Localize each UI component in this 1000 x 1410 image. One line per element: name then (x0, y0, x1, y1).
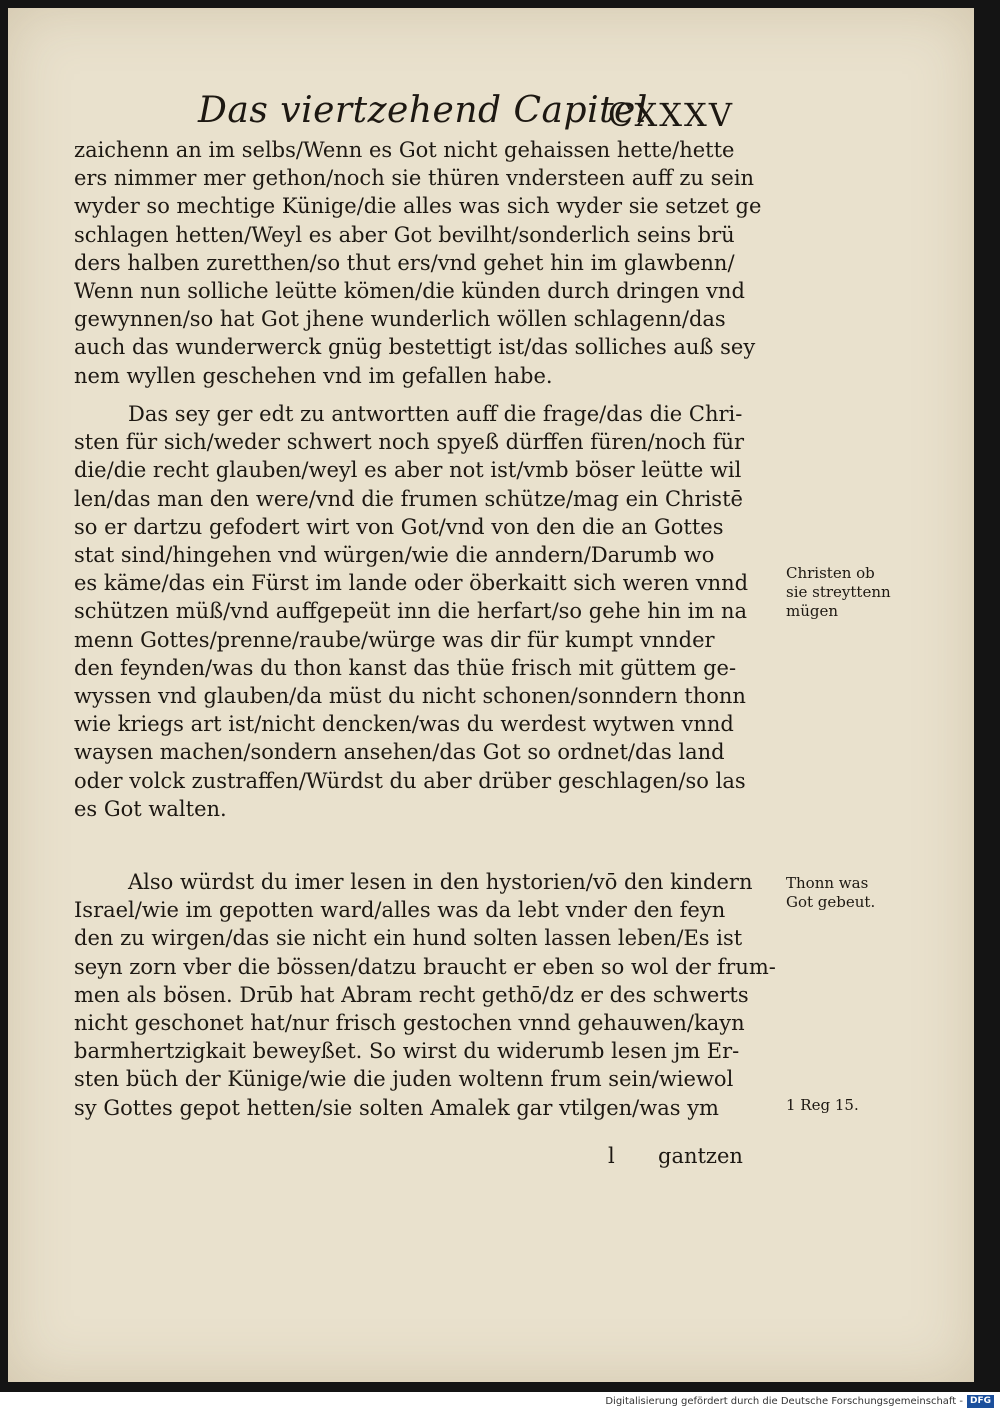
marginal-line: sie streyttenn (786, 583, 891, 601)
text-line: wie kriegs art ist/nicht dencken/was du werdest wytwen vnnd (74, 712, 734, 737)
text-line: sten für sich/weder schwert noch spyeß dürffen füren/noch für (74, 430, 745, 455)
marginal-line: Got gebeut. (786, 893, 876, 911)
text-line: Das sey ger edt zu antwortten auff die frage/das die Chri- (128, 402, 743, 426)
marginal-note-3: 1 Reg 15. (786, 1096, 859, 1114)
text-line: den zu wirgen/das sie nicht ein hund solten lassen leben/Es ist (74, 926, 743, 951)
text-line: men als bösen. Drūb hat Abram recht gethō/dz er des schwerts (74, 982, 749, 1007)
text-line: es Got walten. (74, 796, 227, 821)
text-line: Israel/wie im gepotten ward/alles was da lebt vnder den feyn (74, 898, 726, 923)
text-line: den feynden/was du thon kanst das thüe frisch mit güttem ge- (74, 655, 737, 680)
text-line: sten büch der Künige/wie die juden woltenn frum sein/wiewol (74, 1067, 734, 1092)
text-line: es käme/das ein Fürst im lande oder öberkaitt sich weren vnnd (74, 571, 749, 596)
text-line: len/das man den were/vnd die frumen schütze/mag ein Christē (74, 486, 743, 511)
text-line: auch das wunderwerck gnüg bestettigt ist/das solliches auß sey (74, 335, 756, 360)
credit-text: Digitalisierung gefördert durch die Deutsche Forschungsgemeinschaft - (605, 1396, 963, 1407)
marginal-note-1 (786, 564, 891, 621)
book-page (8, 8, 974, 1382)
folio-number: CXXXV (608, 96, 734, 134)
paragraph-2 (74, 400, 792, 823)
text-line: seyn zorn vber die bössen/datzu braucht er eben so wol der frum- (74, 954, 776, 979)
text-line: die/die recht glauben/weyl es aber not ist/vmb böser leütte wil (74, 458, 742, 483)
text-line: gewynnen/so hat Got jhene wunderlich wöllen schlagenn/das (74, 307, 726, 332)
marginal-line: Thonn was (786, 874, 869, 892)
dfg-logo: DFG (967, 1395, 994, 1408)
text-line: menn Gottes/prenne/raube/würge was dir für kumpt vnnder (74, 627, 715, 652)
digitization-credit-bar (0, 1393, 1000, 1410)
catchword: gantzen (658, 1144, 743, 1168)
text-line: waysen machen/sondern ansehen/das Got so ordnet/das land (74, 740, 725, 765)
text-line: oder volck zustraffen/Würdst du aber drüber geschlagen/so las (74, 768, 746, 793)
text-line: Wenn nun solliche leütte kömen/die künden durch dringen vnd (74, 279, 745, 304)
text-line: so er dartzu gefodert wirt von Got/vnd von den die an Gottes (74, 514, 724, 539)
text-line: Also würdst du imer lesen in den hystorien/vō den kindern (128, 870, 753, 894)
text-line: ders halben zuretthen/so thut ers/vnd gehet hin im glawbenn/ (74, 250, 735, 275)
paragraph-3 (74, 868, 792, 1122)
text-line: sy Gottes gepot hetten/sie solten Amalek gar vtilgen/was ym (74, 1095, 719, 1120)
text-line: nem wyllen geschehen vnd im gefallen habe. (74, 363, 553, 388)
text-line: schlagen hetten/Weyl es aber Got bevilht/sonderlich seins brü (74, 222, 735, 247)
text-line: zaichenn an im selbs/Wenn es Got nicht gehaissen hette/hette (74, 138, 735, 162)
signature-mark: l (608, 1144, 615, 1168)
marginal-line: Christen ob (786, 564, 875, 582)
marginal-note-2 (786, 874, 875, 912)
text-line: stat sind/hingehen vnd würgen/wie die anndern/Darumb wo (74, 543, 715, 568)
running-head: Das viertzehend Capitel (198, 90, 648, 131)
paragraph-1 (74, 136, 792, 390)
text-line: nicht geschonet hat/nur frisch gestochen vnnd gehauwen/kayn (74, 1011, 745, 1036)
text-line: barmhertzigkait beweyßet. So wirst du widerumb lesen jm Er- (74, 1039, 740, 1064)
marginal-line: mügen (786, 602, 839, 620)
text-line: schützen müß/vnd auffgepeüt inn die herfart/so gehe hin im na (74, 599, 748, 624)
text-line: wyder so mechtige Künige/die alles was sich wyder sie setzet ge (74, 194, 762, 219)
text-line: wyssen vnd glauben/da müst du nicht schonen/sonndern thonn (74, 684, 746, 709)
text-line: ers nimmer mer gethon/noch sie thüren vndersteen auff zu sein (74, 166, 755, 191)
